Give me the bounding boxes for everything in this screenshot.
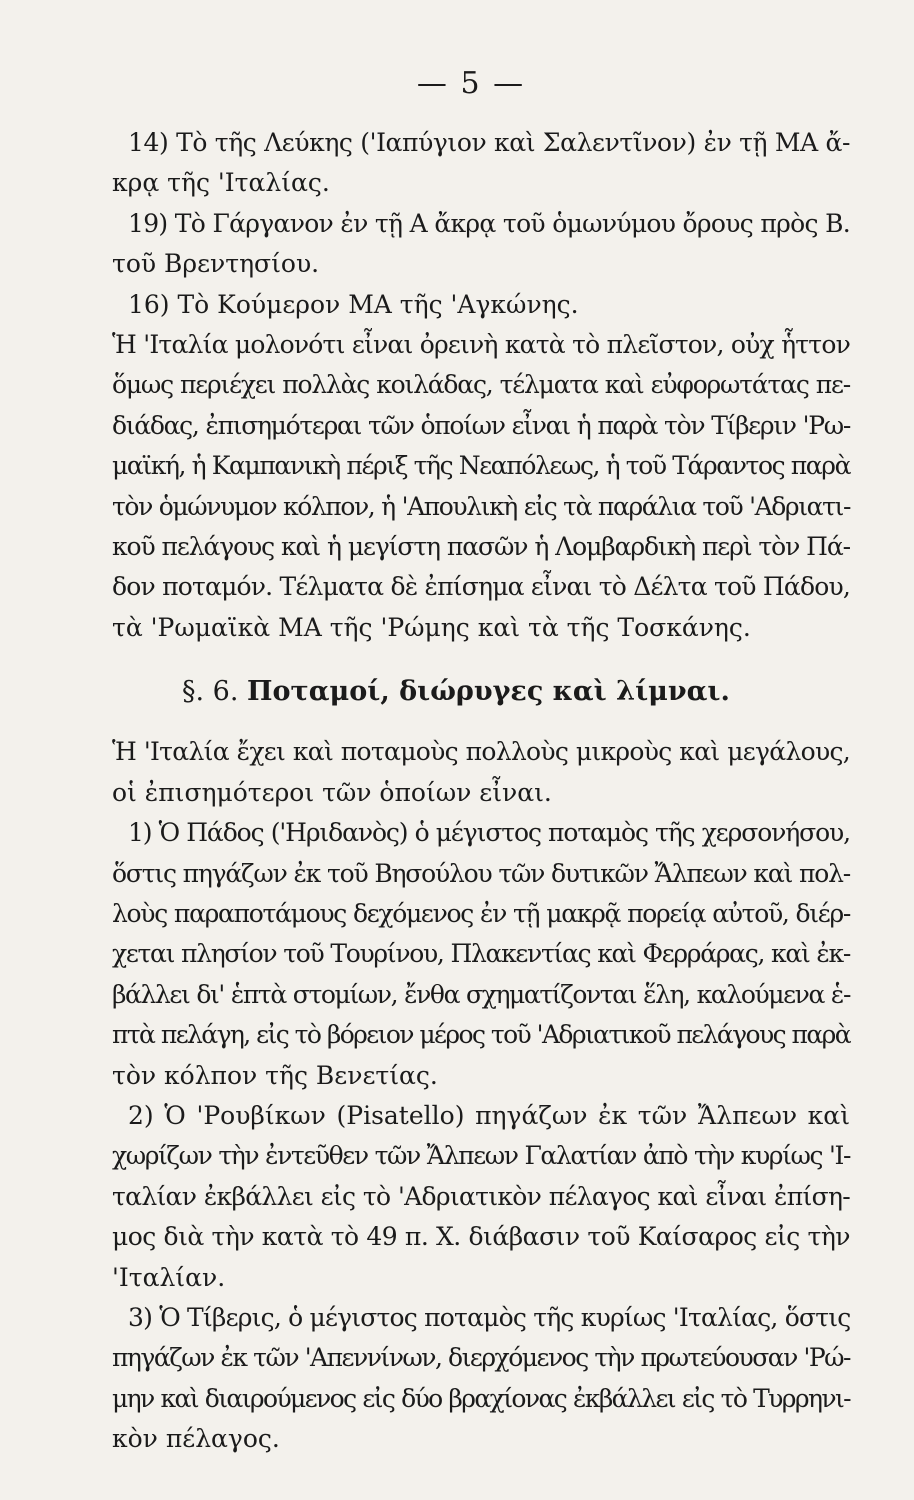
text-line: ὅστις πηγάζων ἐκ τοῦ Βησούλου τῶν δυτικῶν Ἄλπεων καὶ πολ-: [112, 858, 850, 888]
text-line: κοῦ πελάγους καὶ ἡ μεγίστη πασῶν ἡ Λομβαρδικὴ περὶ τὸν Πά-: [112, 532, 850, 562]
section-heading: [112, 672, 850, 712]
text-line: ταλίαν ἐκβάλλει εἰς τὸ 'Αδριατικὸν πέλαγος καὶ εἶναι ἐπίση-: [112, 1181, 850, 1211]
text-line: πτὰ πελάγη, εἰς τὸ βόρειον μέρος τοῦ 'Αδριατικοῦ πελάγους παρὰ: [112, 1020, 850, 1050]
text-line: τοῦ Βρεντησίου.: [112, 249, 320, 279]
intro-block: [112, 123, 850, 648]
text-line: πηγάζων ἐκ τῶν 'Απεννίνων, διερχόμενος τὴν πρωτεύουσαν 'Ρώ-: [112, 1343, 850, 1373]
text-line: 'Ιταλίαν.: [112, 1262, 226, 1292]
text-line: 3) Ὁ Τίβερις, ὁ μέγιστος ποταμὸς τῆς κυρίως 'Ιταλίας, ὅστις: [128, 1302, 851, 1332]
text-line: διάδας, ἐπισημότεραι τῶν ὁποίων εἶναι ἡ παρὰ τὸν Τίβεριν 'Ρω-: [112, 410, 850, 440]
text-line: τὰ 'Ρωμαϊκὰ ΜΑ τῆς 'Ρώμης καὶ τὰ τῆς Τοσκάνης.: [112, 612, 751, 642]
text-line: μος διὰ τὴν κατὰ τὸ 49 π. Χ. διάβασιν τοῦ Καίσαρος εἰς τὴν: [112, 1222, 850, 1252]
text-line: 14) Τὸ τῆς Λεύκης ('Ιαπύγιον καὶ Σαλεντῖνον) ἐν τῇ ΜΑ ἄ-: [128, 128, 850, 157]
text-line: τὸν ὁμώνυμον κόλπον, ἡ 'Απουλικὴ εἰς τὰ παράλια τοῦ 'Αδριατι-: [112, 491, 850, 521]
text-line: Ἡ 'Ιταλία μολονότι εἶναι ὀρεινὴ κατὰ τὸ πλεῖστον, οὐχ ἧττον: [112, 330, 850, 360]
page-number: — 5 —: [416, 66, 526, 101]
text-line: ὅμως περιέχει πολλὰς κοιλάδας, τέλματα καὶ εὐφορωτάτας πε-: [112, 370, 850, 400]
text-line: οἱ ἐπισημότεροι τῶν ὁποίων εἶναι.: [112, 777, 552, 807]
text-line: Ἡ 'Ιταλία ἔχει καὶ ποταμοὺς πολλοὺς μικροὺς καὶ μεγάλους,: [112, 737, 850, 767]
text-line: τὸν κόλπον τῆς Βενετίας.: [112, 1060, 438, 1090]
text-line: 19) Τὸ Γάργανον ἐν τῇ Α ἄκρᾳ τοῦ ὁμωνύμου ὄρους πρὸς Β.: [128, 208, 850, 238]
text-line: κὸν πέλαγος.: [112, 1424, 280, 1454]
text-line: δον ποταμόν. Τέλματα δὲ ἐπίσημα εἶναι τὸ Δέλτα τοῦ Πάδου,: [112, 572, 850, 602]
text-line: κρᾳ τῆς 'Ιταλίας.: [112, 168, 330, 198]
text-line: 2) Ὁ 'Ρουβίκων (Pisatello) πηγάζων ἐκ τῶν Ἄλπεων καὶ: [128, 1100, 850, 1130]
text-line: χεται πλησίον τοῦ Τουρίνου, Πλακεντίας καὶ Φερράρας, καὶ ἐκ-: [112, 939, 850, 969]
section-number: §. 6.: [182, 676, 239, 708]
text-line: 16) Τὸ Κούμερον ΜΑ τῆς 'Αγκώνης.: [128, 289, 579, 319]
text-line: 1) Ὁ Πάδος ('Ηριδανὸς) ὁ μέγιστος ποταμὸς τῆς χερσονήσου,: [128, 818, 850, 848]
text-line: λοὺς παραποτάμους δεχόμενος ἐν τῇ μακρᾷ πορείᾳ αὐτοῦ, διέρ-: [112, 898, 850, 928]
rivers-block: [112, 732, 850, 1459]
section-title: Ποταμοί, διώρυγες καὶ λίμναι.: [247, 676, 730, 708]
text-line: βάλλει δι' ἑπτὰ στομίων, ἔνθα σχηματίζονται ἕλη, καλούμενα ἑ-: [112, 979, 850, 1009]
text-line: μαϊκή, ἡ Καμπανικὴ πέριξ τῆς Νεαπόλεως, ἡ τοῦ Τάραντος παρὰ: [112, 451, 851, 481]
text-line: χωρίζων τὴν ἐντεῦθεν τῶν Ἄλπεων Γαλατίαν ἀπὸ τὴν κυρίως 'Ι-: [112, 1141, 850, 1171]
text-line: μην καὶ διαιρούμενος εἰς δύο βραχίονας ἐκβάλλει εἰς τὸ Τυρρηνι-: [112, 1383, 850, 1413]
